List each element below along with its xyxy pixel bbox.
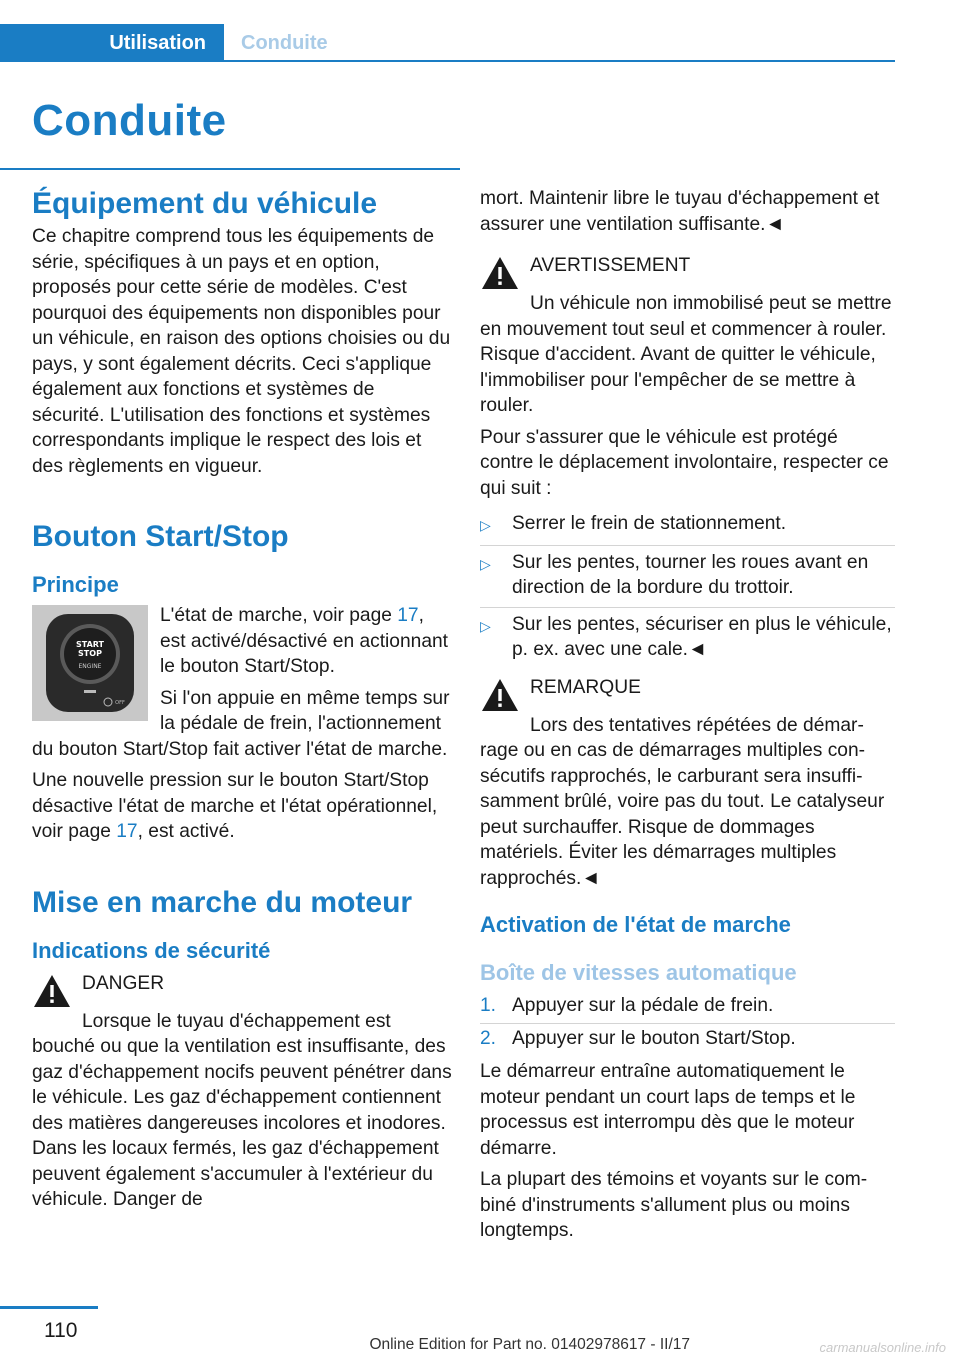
- step-text: Appuyer sur la pédale de frein.: [512, 995, 774, 1016]
- danger-text-continued: mort. Maintenir libre le tuyau d'échappement et assurer une ventilation suffisante.◄: [480, 188, 880, 235]
- step-number: 2.: [480, 1027, 497, 1049]
- start-stop-button-icon: [40, 610, 140, 716]
- principe-text-3b: , est activé.: [137, 821, 235, 842]
- bullet-triangle-icon: ▷: [480, 617, 491, 634]
- button-label-off: OFF: [115, 700, 125, 706]
- remarque-note: [480, 675, 895, 713]
- avertissement-title: AVERTISSEMENT: [530, 255, 691, 276]
- tab-utilisation[interactable]: Utilisation: [0, 24, 224, 62]
- step-number: 1.: [480, 995, 497, 1016]
- section-title-start-stop: Bouton Start/Stop: [32, 520, 289, 553]
- list-item: [480, 546, 895, 608]
- warning-triangle-icon: [480, 255, 520, 291]
- bullet-list: [480, 507, 895, 669]
- principe-text-1b: , est activé/désactivé en actionnant le bouton Start/Stop.: [160, 605, 448, 677]
- principe-text-3a: Une nouvelle pression sur le bouton Start/Stop désactive l'état de marche et l'état opérationnel, voir page: [32, 770, 438, 842]
- watermark: carmanualsonline.info: [819, 1340, 946, 1355]
- bullet-triangle-icon: ▷: [480, 517, 491, 533]
- starter-text: Le démarreur entraîne automatiquement le moteur pendant un court laps de temps et le processus est interrompu dès que le moteur démarre.: [480, 1061, 856, 1159]
- title-rule: [0, 168, 460, 170]
- steps-list: [480, 991, 895, 1055]
- danger-warning: [32, 971, 452, 1009]
- list-item: [480, 608, 895, 669]
- danger-title: DANGER: [82, 972, 165, 994]
- warning-triangle-icon: [480, 677, 520, 713]
- header-tabs: [0, 24, 895, 62]
- remarque-text: Lors des tentatives répétées de démarrage ou en cas de démarrages multiples consécutifs rapprochés, le carburant sera insuffisamment brûlé, voire pas du tout. Le catalyseur peut surchauffer. Risque de dommages matériels. Éviter les démarrages multiples rapprochés.◄: [480, 714, 885, 889]
- bullet-triangle-icon: ▷: [480, 555, 491, 572]
- page-number: 110: [44, 1319, 78, 1342]
- remarque-title: REMARQUE: [530, 676, 641, 698]
- lights-text: La plupart des témoins et voyants sur le combiné d'instruments s'allument plus ou moins longtemps.: [480, 1169, 868, 1241]
- step-text: Appuyer sur le bouton Start/Stop.: [512, 1027, 796, 1049]
- list-item: [480, 1024, 895, 1056]
- list-item: [480, 991, 895, 1024]
- list-item-text: Sur les pentes, sécuriser en plus le véhicule, p. ex. avec une cale.◄: [512, 613, 892, 660]
- subsection-title-boite-auto: Boîte de vitesses automatique: [480, 960, 797, 985]
- tab-conduite[interactable]: Conduite: [241, 31, 328, 54]
- subsection-title-activation: Activation de l'état de marche: [480, 912, 791, 937]
- footer-rule: [0, 1306, 98, 1309]
- subsection-title-securite: Indications de sécurité: [32, 937, 271, 963]
- secure-intro: Pour s'assurer que le véhicule est protégé contre le déplacement involontaire, respecter ce qui suit :: [480, 426, 889, 499]
- principe-text-3: [32, 768, 452, 845]
- list-item-text: Serrer le frein de stationnement.: [512, 513, 787, 534]
- header-rule: [0, 60, 895, 62]
- footer-edition: Online Edition for Part no. 01402978617 - II/17: [369, 1336, 690, 1353]
- section-title-mise-en-marche: Mise en marche du moteur: [32, 885, 413, 919]
- subsection-title-principe: Principe: [32, 572, 119, 597]
- avertissement-text: Un véhicule non immobilisé peut se mettre en mouvement tout seul et commencer à rouler. Risque d'accident. Avant de quitter le véhicule, l'immobiliser pour l'empêcher de se mettre à rouler.: [480, 293, 892, 416]
- page-title: Conduite: [32, 96, 227, 145]
- principe-text-1a: L'état de marche, voir page: [160, 605, 398, 626]
- page-link-17[interactable]: 17: [397, 605, 419, 626]
- button-label-start: START: [75, 640, 105, 649]
- avertissement-warning: [480, 253, 895, 291]
- list-item-text: Sur les pentes, tourner les roues avant en direction de la bordure du trottoir.: [512, 551, 869, 598]
- warning-triangle-icon: [32, 973, 72, 1009]
- button-label-engine: ENGINE: [78, 663, 102, 670]
- start-stop-button-image: [32, 605, 148, 721]
- left-column: [32, 184, 452, 1219]
- danger-text: Lorsque le tuyau d'échappement est bouché ou que la ventilation est insuffisante, des gaz d'échappement nocifs peuvent pénétrer dans le véhicule. Les gaz d'échappement contiennent des matières dangereuses incolores et inodores. Dans les locaux fermés, les gaz d'échappement peuvent également s'accumuler à l'extérieur du véhicule. Danger de: [32, 1010, 452, 1210]
- page-link-17-b[interactable]: 17: [116, 821, 138, 842]
- principe-text-2: Si l'on appuie en même temps sur la pédale de frein, l'actionnement du bouton Start/Stop fait activer l'état de marche.: [32, 687, 450, 760]
- button-label-stop: STOP: [78, 649, 102, 658]
- section-title-equipement: Équipement du véhicule: [32, 187, 378, 220]
- list-item: [480, 507, 895, 546]
- section-text-equipement: Ce chapitre comprend tous les équipements de série, spécifiques à un pays et en option, proposés pour cette série de modèles. C'est pourquoi des équipements non disponibles pour un véhicule, en raison des options choisies ou du pays, y sont également décrits. Ceci s'applique également aux fonctions et systèmes de sécurité. L'utilisation des fonctions et systèmes correspondants implique le respect des lois et des règlements en vigueur.: [32, 226, 451, 477]
- right-column: [480, 186, 895, 1250]
